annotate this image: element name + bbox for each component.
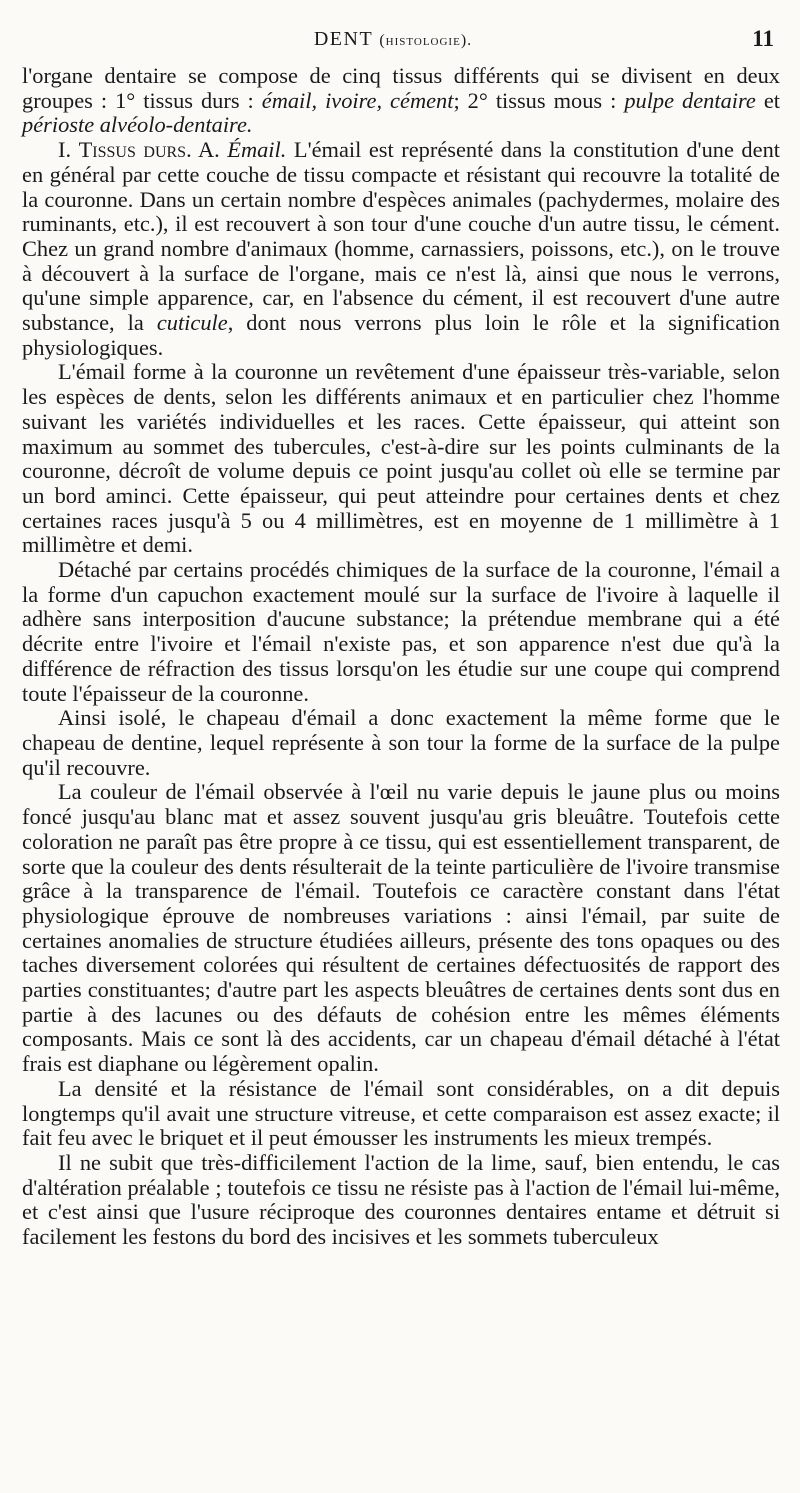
text-run: . A. <box>186 137 228 163</box>
text-run: L'émail est représenté dans la constitution d'une dent en général par cette couche de tissu compacte et résistant qui recouvre la totalité de la couronne. Dans un certain nombre d'espèces animales (pachydermes, molaire des ruminants, etc.), il est recouvert à son tour d'une couche d'un autre tissu, le cément. Chez un grand nombre d'animaux (homme, carnassiers, poissons, etc.), on le trouve à découvert à la surface de l'organe, mais ce n'est là, ainsi que nous le verrons, qu'une simple apparence, car, en l'absence du cément, il est recouvert d'une autre substance, la <box>22 137 780 336</box>
paragraph-tissus-durs <box>22 138 780 360</box>
text-run: Il ne subit que très-difficilement l'action de la lime, sauf, bien entendu, le cas d'altération préalable ; toutefois ce tissu ne résiste pas à l'action de l'émail lui-même, et c'est ainsi que l'usure réciproque des couronnes dentaires entame et détruit si facilement les festons du bord des incisives et les sommets tuberculeux <box>22 1149 780 1250</box>
text-run: périoste alvéolo-dentaire. <box>22 112 253 138</box>
running-head-subtitle: (histologie). <box>379 32 473 49</box>
paragraph-detache <box>22 558 780 706</box>
text-run: Émail. <box>227 137 287 163</box>
paragraph-epaisseur <box>22 360 780 558</box>
text-run: cuticule <box>156 310 228 336</box>
text-run: ; 2° tissus mous : <box>453 87 625 113</box>
text-run: pulpe dentaire <box>624 87 756 113</box>
text-run: émail, ivoire, cément <box>261 87 454 113</box>
running-head <box>12 28 774 51</box>
running-head-title: DENT <box>313 28 373 50</box>
body-text <box>22 64 780 1250</box>
paragraph-lime <box>22 1151 780 1250</box>
text-run: I. <box>58 137 79 163</box>
text-run: Ainsi isolé, le chapeau d'émail a donc exactement la même forme que le chapeau de dentine, lequel représente à son tour la forme de la surface de la pulpe qu'il recouvre. <box>22 705 780 780</box>
text-run: La densité et la résistance de l'émail sont considérables, on a dit depuis longtemps qu'il avait une structure vitreuse, et cette comparaison est assez exacte; il fait feu avec le briquet et il peut émousser les instruments les mieux trempés. <box>22 1075 780 1151</box>
text-run: L'émail forme à la couronne un revêtement d'une épaisseur très-variable, selon les espèces de dents, selon les différents animaux et en particulier chez l'homme suivant les variétés individuelles et les races. Cette épaisseur, qui atteint son maximum au sommet des tubercules, c'est-à-dire sur les points culminants de la couronne, décroît de volume depuis ce point jusqu'au collet où elle se termine par un bord aminci. Cette épaisseur, qui peut atteindre pour certaines dents et chez certaines races jusqu'à 5 ou 4 millimètres, est en moyenne de 1 millimètre à 1 millimètre et demi. <box>22 359 780 558</box>
paragraph-isole <box>22 706 780 780</box>
text-run: Tissus durs <box>78 137 187 163</box>
text-run: La couleur de l'émail observée à l'œil nu varie depuis le jaune plus ou moins foncé jusqu'au blanc mat et assez souvent jusqu'au gris bleuâtre. Toutefois cette coloration ne paraît pas être propre à ce tissu, qui est essentiellement transparent, de sorte que la couleur des dents résulterait de la teinte particulière de l'ivoire transmise grâce à la transparence de l'émail. Toutefois ce caractère constant dans l'état physiologique éprouve de nombreuses variations : ainsi l'émail, par suite de certaines anomalies de structure étudiées ailleurs, présente des tons opaques ou des taches diversement colorées qui résultent de certaines défectuosités de rapport des parties constituantes; d'autre part les aspects bleuâtres de certaines dents sont dus en partie à des lacunes ou des défauts de cohésion entre les mêmes éléments composants. Mais ce sont là des accidents, car un chapeau d'émail détaché à l'état frais est diaphane ou légèrement opalin. <box>22 779 780 1077</box>
text-run: Détaché par certains procédés chimiques de la surface de la couronne, l'émail a la forme d'un capuchon exactement moulé sur la surface de l'ivoire à laquelle il adhère sans interposition d'aucune substance; la prétendue membrane qui a été décrite entre l'ivoire et l'émail n'existe pas, et son apparence n'est due qu'à la différence de réfraction des tissus lorsqu'on les étudie sur une coupe qui comprend toute l'épaisseur de la couronne. <box>22 557 780 706</box>
paragraph-couleur <box>22 780 780 1076</box>
paragraph-intro <box>22 64 780 138</box>
text-run: et <box>755 87 780 113</box>
page-header <box>12 22 774 52</box>
paragraph-densite <box>22 1077 780 1151</box>
page-number: 11 <box>752 26 774 51</box>
text-run: l'organe dentaire se compose de cinq tissus différents qui se divisent en deux groupes : 1° tissus durs : <box>22 63 780 113</box>
text-run: , dont nous verrons plus loin le rôle et la signification physiologiques. <box>22 310 780 360</box>
